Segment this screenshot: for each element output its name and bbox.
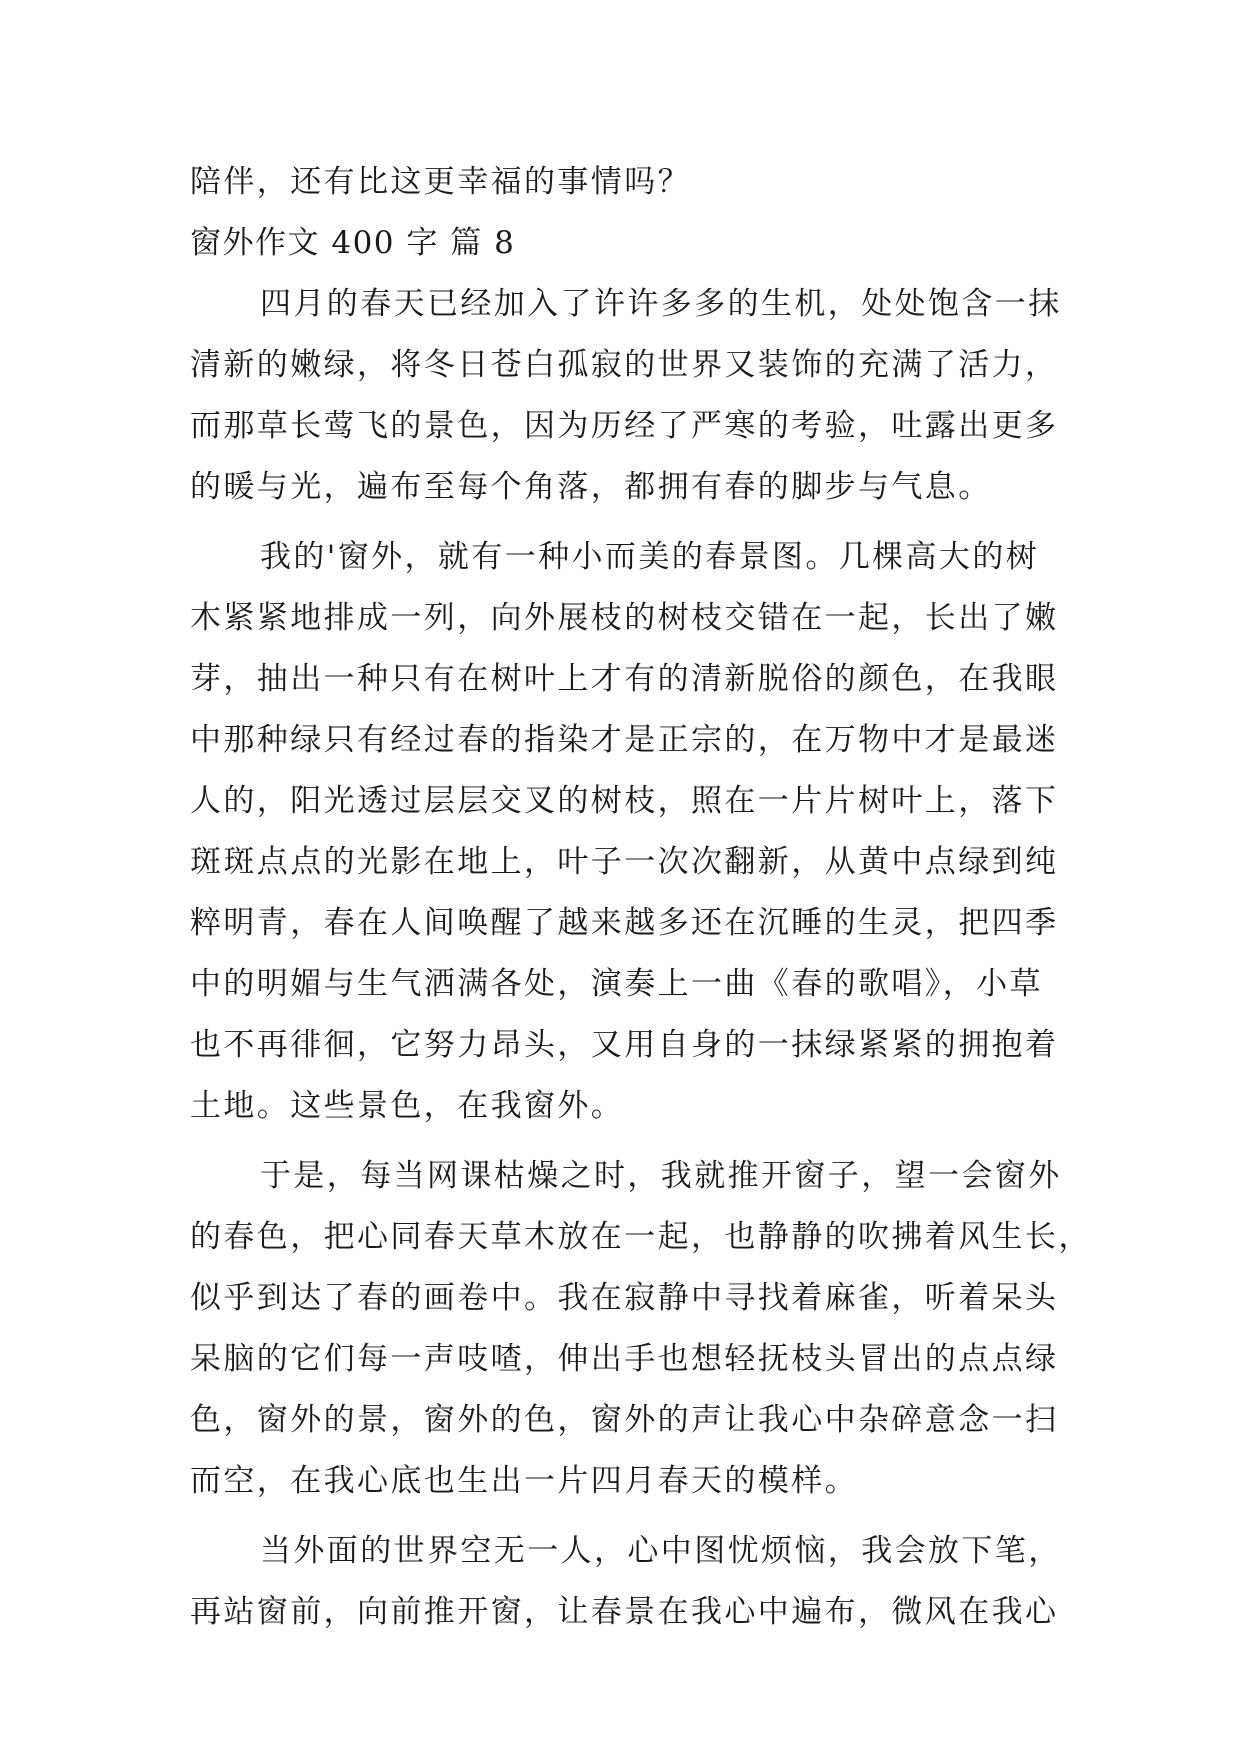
essay-heading: 窗外作文 400 字 篇 8 — [190, 225, 516, 261]
paragraph-line: 而空，在我心底也生出一片四月春天的模样。 — [190, 1463, 858, 1499]
paragraph-line: 似乎到达了春的画卷中。我在寂静中寻找着麻雀，听着呆头 — [190, 1280, 1059, 1316]
paragraph-2 — [190, 527, 1060, 1137]
paragraph-line: 再站窗前，向前推开窗，让春景在我心中遍布，微风在我心 — [190, 1594, 1059, 1630]
paragraph-line: 粹明青，春在人间唤醒了越来越多还在沉睡的生灵，把四季 — [190, 905, 1059, 941]
document-body — [190, 152, 1092, 1643]
paragraph-line: 的暖与光，遍布至每个角落，都拥有春的脚步与气息。 — [190, 469, 992, 505]
paragraph-3 — [190, 1146, 1092, 1512]
paragraph-line: 斑斑点点的光影在地上，叶子一次次翻新，从黄中点绿到纯 — [190, 844, 1059, 880]
paragraph-line: 我的'窗外，就有一种小而美的春景图。几棵高大的树 — [260, 539, 1040, 575]
paragraph-line: 四月的春天已经加入了许许多多的生机，处处饱含一抹 — [260, 286, 1062, 322]
paragraph-1 — [190, 274, 1060, 518]
lead-line: 陪伴，还有比这更幸福的事情吗？ — [190, 164, 691, 200]
paragraph-line: 人的，阳光透过层层交叉的树枝，照在一片片树叶上，落下 — [190, 783, 1059, 819]
paragraph-line: 的春色，把心同春天草木放在一起，也静静的吹拂着风生长， — [190, 1219, 1092, 1255]
paragraph-line: 芽，抽出一种只有在树叶上才有的清新脱俗的颜色，在我眼 — [190, 661, 1059, 697]
paragraph-line: 木紧紧地排成一列，向外展枝的树枝交错在一起，长出了嫩 — [190, 600, 1059, 636]
paragraph-4 — [190, 1521, 1060, 1643]
paragraph-line: 中的明媚与生气洒满各处，演奏上一曲《春的歌唱》，小草 — [190, 966, 1043, 1002]
paragraph-line: 色，窗外的景，窗外的色，窗外的声让我心中杂碎意念一扫 — [190, 1402, 1059, 1438]
paragraph-line: 当外面的世界空无一人，心中图忧烦恼，我会放下笔， — [260, 1533, 1062, 1569]
paragraph-line: 土地。这些景色，在我窗外。 — [190, 1088, 625, 1124]
paragraph-line: 于是，每当网课枯燥之时，我就推开窗子，望一会窗外 — [260, 1158, 1062, 1194]
paragraph-line: 清新的嫩绿，将冬日苍白孤寂的世界又装饰的充满了活力， — [190, 347, 1059, 383]
paragraph-line: 呆脑的它们每一声吱喳，伸出手也想轻抚枝头冒出的点点绿 — [190, 1341, 1059, 1377]
paragraph-line: 而那草长莺飞的景色，因为历经了严寒的考验，吐露出更多 — [190, 408, 1059, 444]
paragraph-line: 中那种绿只有经过春的指染才是正宗的，在万物中才是最迷 — [190, 722, 1059, 758]
paragraph-line: 也不再徘徊，它努力昂头，又用自身的一抹绿紧紧的拥抱着 — [190, 1027, 1059, 1063]
